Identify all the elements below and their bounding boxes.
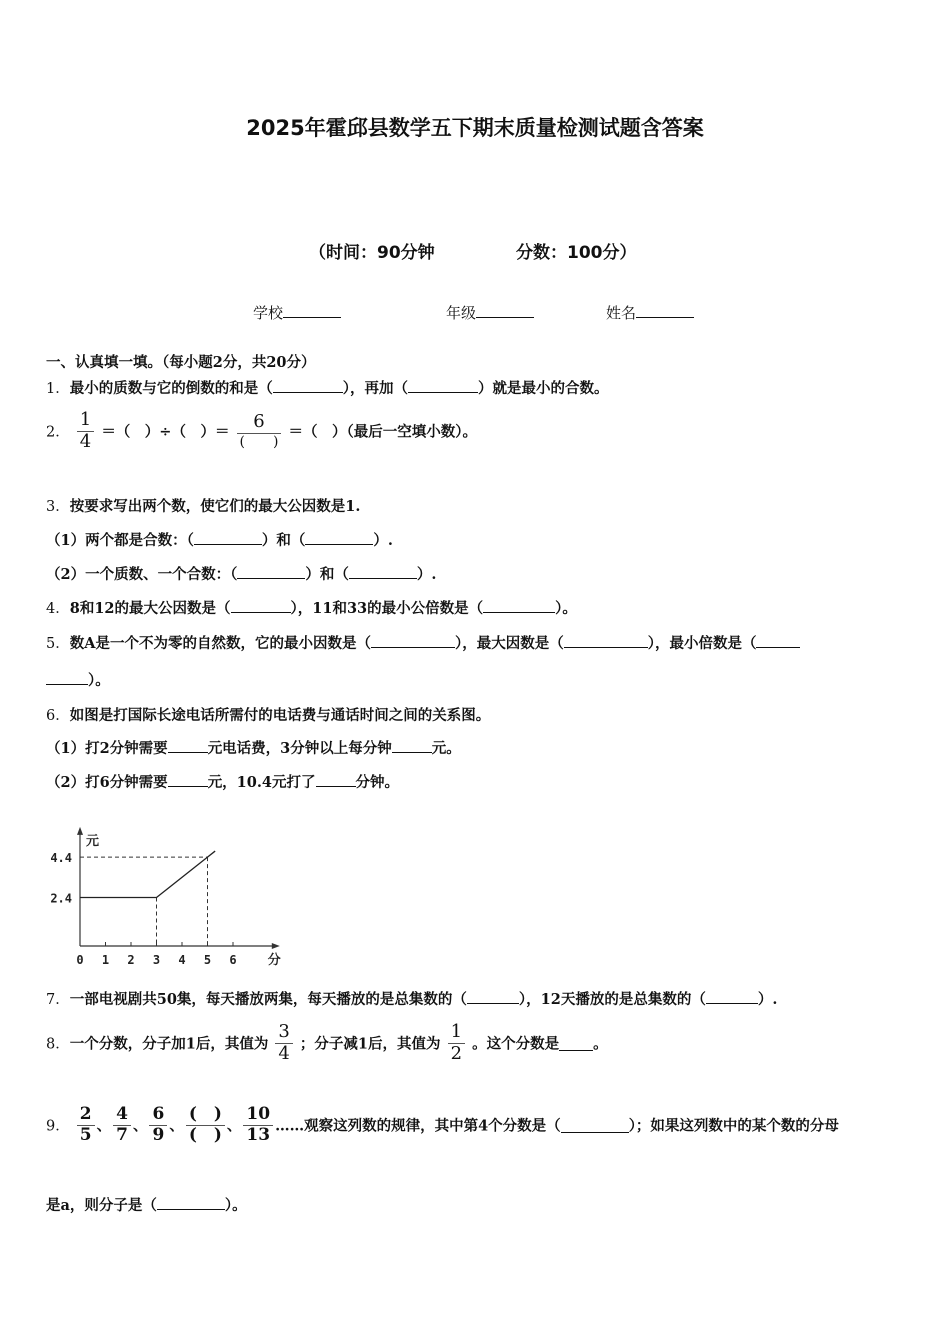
question-4: 4．8和12的最大公因数是（ ），11和33的最小公倍数是（ ）。 (46, 597, 577, 618)
question-6: 6．如图是打国际长途电话所需付的电话费与通话时间之间的关系图。 (46, 707, 491, 724)
answer-blank[interactable] (559, 1035, 593, 1051)
x-tick-label: 4 (178, 953, 186, 967)
answer-blank[interactable] (231, 598, 291, 614)
x-tick-label: 2 (127, 953, 135, 967)
school-field[interactable] (253, 302, 341, 323)
fraction: $\frac{6}{9}$ (149, 1105, 167, 1145)
x-tick-label: 5 (203, 953, 212, 967)
answer-blank[interactable] (561, 1117, 629, 1133)
answer-blank[interactable] (349, 564, 417, 580)
answer-blank[interactable] (168, 772, 208, 788)
grade-label: 年级 (446, 304, 477, 322)
y-tick-label: 4.4 (50, 851, 72, 866)
school-label: 学校 (253, 304, 284, 322)
question-7: 7．一部电视剧共50集，每天播放两集，每天播放的是总集数的（ ），12天播放的是总集数的（ ）. (46, 988, 777, 1009)
grade-field[interactable] (446, 302, 534, 323)
question-9: 9． $\frac{2}{5}$ 、 $\frac{4}{7}$ 、 $\frac{6}{9}$ 、 $\frac{( )}{( )}$ 、 $\frac{10}{13}$ ……观察这列数的规律，其中第4个分数是（ ）；如果这列数中的某个数的分母 (46, 1104, 839, 1145)
question-8: 8．一个分数，分子加1后，其值为 $\frac{3}{4}$ ；分子减1后，其值为 $\frac{1}{2}$ 。这个分数是 。 (46, 1021, 608, 1064)
question-6-part-2: （2）打6分钟需要 元，10.4元打了 分钟。 (46, 771, 399, 792)
fraction: $\frac{2}{5}$ (77, 1105, 95, 1145)
answer-blank[interactable] (237, 564, 305, 580)
page-title: 2025年霍邱县数学五下期末质量检测试题含答案 (246, 116, 704, 140)
question-2: 2． $\frac{1}{4}$ ＝（ ）÷（ ）＝ $\frac{6}{( )}$ ＝（ ）（最后一空填小数）。 (46, 409, 478, 452)
fraction: $\frac{1}{2}$ (448, 1022, 465, 1064)
question-6-part-1: （1）打2分钟需要 元电话费，3分钟以上每分钟 元。 (46, 737, 461, 758)
answer-blank[interactable] (392, 738, 432, 754)
answer-blank[interactable] (371, 633, 455, 649)
y-tick-label: 2.4 (50, 891, 72, 906)
y-axis-arrow (77, 827, 83, 835)
question-5: 5．数A是一个不为零的自然数，它的最小因数是（ ），最大因数是（ ），最小倍数是（ (46, 632, 800, 653)
answer-blank[interactable] (408, 378, 478, 394)
x-tick-label: 3 (152, 953, 161, 967)
question-3: 3．按要求写出两个数，使它们的最大公因数是1. (46, 498, 361, 515)
y-axis-label: 元 (86, 833, 100, 849)
answer-blank[interactable] (483, 598, 555, 614)
x-axis-arrow (272, 943, 280, 949)
answer-blank[interactable] (564, 633, 648, 649)
answer-blank[interactable] (316, 772, 356, 788)
question-3-part-2: （2）一个质数、一个合数：（ ）和（ ）. (46, 563, 436, 584)
x-tick-label: 1 (101, 953, 110, 967)
answer-blank[interactable] (756, 633, 800, 649)
fraction-blank[interactable]: $\frac{( )}{( )}$ (186, 1105, 225, 1145)
answer-blank[interactable] (194, 530, 262, 546)
fraction: $\frac{6}{( )}$ (237, 412, 282, 450)
question-1: 1．最小的质数与它的倒数的和是（ ），再加（ ）就是最小的合数。 (46, 377, 608, 398)
fraction: $\frac{4}{7}$ (113, 1105, 131, 1145)
phone-fee-chart (40, 800, 290, 975)
x-axis-label: 分 (267, 953, 281, 968)
fraction: $\frac{10}{13}$ (243, 1105, 273, 1145)
fraction: $\frac{1}{4}$ (77, 410, 94, 452)
answer-blank[interactable] (168, 738, 208, 754)
answer-blank[interactable] (46, 670, 88, 686)
x-tick-label: 0 (76, 953, 84, 967)
question-9-cont: 是a，则分子是（ ）。 (46, 1194, 247, 1215)
answer-blank[interactable] (305, 530, 373, 546)
x-tick-label: 6 (229, 953, 237, 967)
name-field[interactable] (606, 302, 694, 323)
answer-blank[interactable] (467, 989, 519, 1005)
name-label: 姓名 (606, 304, 637, 322)
time-label: （时间：90分钟 (309, 243, 435, 263)
question-5-cont: ）。 (46, 669, 110, 690)
score-label: 分数：100分） (516, 243, 637, 263)
fee-line (80, 851, 215, 897)
fraction: $\frac{3}{4}$ (275, 1022, 292, 1064)
section-heading: 一、认真填一填。（每小题2分，共20分） (46, 354, 316, 371)
answer-blank[interactable] (157, 1195, 225, 1211)
question-3-part-1: （1）两个都是合数：（ ）和（ ）. (46, 529, 393, 550)
answer-blank[interactable] (273, 378, 343, 394)
answer-blank[interactable] (706, 989, 758, 1005)
